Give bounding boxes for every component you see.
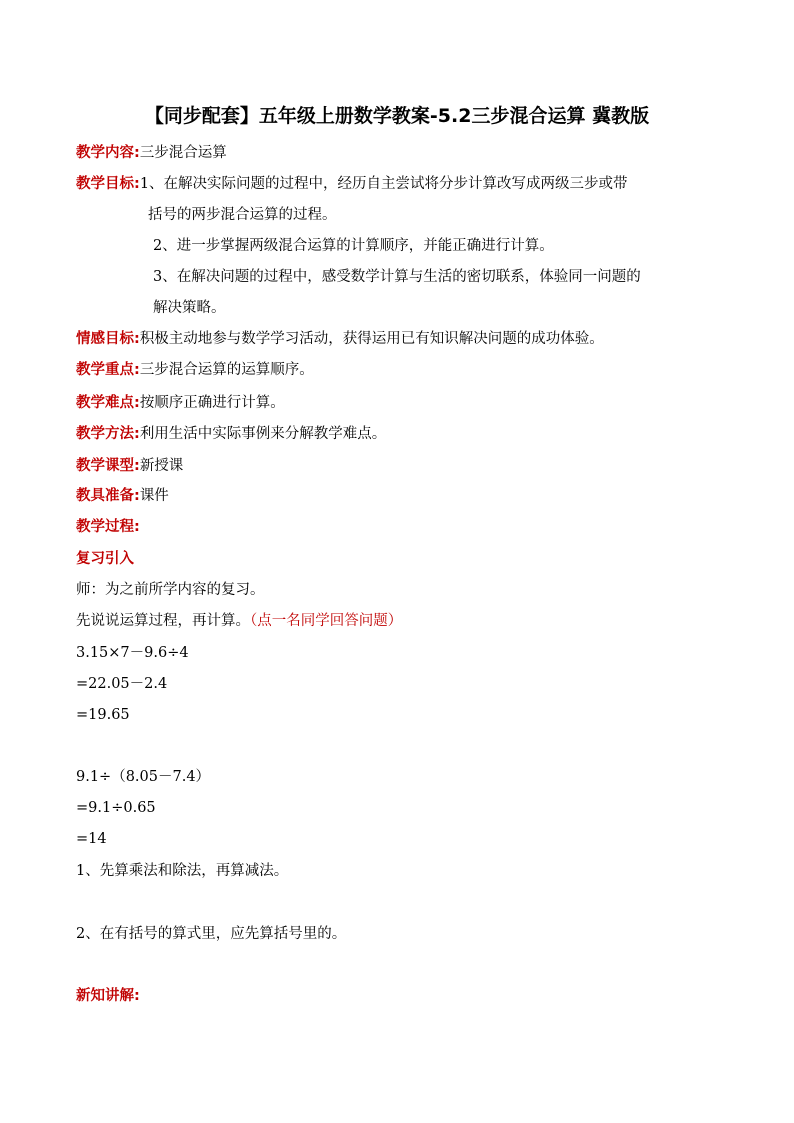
process-label: 教学过程: [76, 519, 140, 535]
instruction-row [76, 611, 402, 631]
tools-value: 课件 [139, 488, 169, 504]
method-value: 利用生活中实际事例来分解教学难点。 [139, 426, 387, 442]
process-row [76, 517, 140, 537]
teaching-goals-row [76, 174, 628, 194]
goal-2: 2、进一步掌握两级混合运算的计算顺序，并能正确进行计算。 [153, 238, 554, 254]
difficulty-row [76, 393, 285, 413]
calc-2-step-1: 9.1÷（8.05－7.4） [76, 769, 211, 785]
goal-1-line-2: 括号的两步混合运算的过程。 [148, 207, 337, 223]
calc-2-step-3: =14 [76, 831, 107, 847]
key-point-label: 教学重点: [76, 362, 140, 378]
key-point-value: 三步混合运算的运算顺序。 [139, 362, 314, 378]
emotion-goal-label: 情感目标: [76, 331, 140, 347]
lesson-type-label: 教学课型: [76, 458, 140, 474]
calc-1-step-3: =19.65 [76, 707, 130, 723]
tools-label: 教具准备: [76, 488, 140, 504]
calc-1-step-2: =22.05－2.4 [76, 676, 168, 692]
lesson-type-value: 新授课 [139, 458, 184, 474]
instruction-text: 先说说运算过程，再计算。 [76, 613, 250, 629]
goal-3-line-2: 解决策略。 [153, 300, 226, 316]
difficulty-value: 按顺序正确进行计算。 [139, 395, 285, 411]
emotion-goal-row [76, 329, 604, 349]
method-row [76, 424, 386, 444]
method-label: 教学方法: [76, 426, 140, 442]
teaching-content-row [76, 143, 227, 163]
rule-2: 2、在有括号的算式里，应先算括号里的。 [76, 926, 347, 942]
teaching-content-value: 三步混合运算 [139, 145, 227, 161]
difficulty-label: 教学难点: [76, 395, 140, 411]
goal-1-line-1: 1、在解决实际问题的过程中，经历自主尝试将分步计算改写成两级三步或带 [139, 176, 628, 192]
instruction-note: （点一名同学回答问题） [250, 613, 403, 629]
emotion-goal-value: 积极主动地参与数学学习活动，获得运用已有知识解决问题的成功体验。 [139, 331, 604, 347]
page-title: 【同步配套】五年级上册数学教案-5.2三步混合运算 冀教版 [144, 105, 650, 127]
new-knowledge-heading: 新知讲解: [76, 988, 140, 1004]
teaching-content-label: 教学内容: [76, 145, 140, 161]
key-point-row [76, 360, 314, 380]
lesson-type-row [76, 456, 183, 476]
review-heading: 复习引入 [76, 551, 134, 567]
calc-2-step-2: =9.1÷0.65 [76, 800, 156, 816]
teacher-line: 师：为之前所学内容的复习。 [76, 582, 265, 598]
goal-3-line-1: 3、在解决问题的过程中，感受数学计算与生活的密切联系，体验同一问题的 [153, 269, 641, 285]
calc-1-step-1: 3.15×7－9.6÷4 [76, 645, 189, 661]
teaching-goals-label: 教学目标: [76, 176, 140, 192]
tools-row [76, 486, 169, 506]
rule-1: 1、先算乘法和除法，再算减法。 [76, 863, 289, 879]
